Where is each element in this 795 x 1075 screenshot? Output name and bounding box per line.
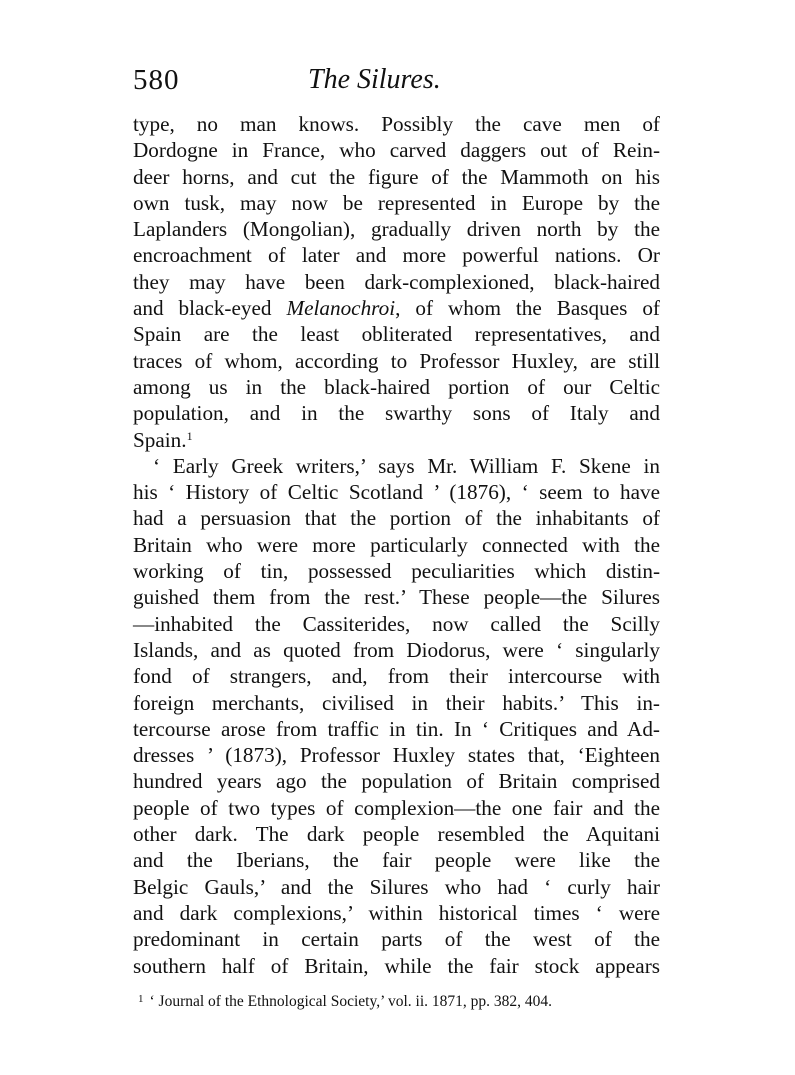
text-line: his ‘ History of Celtic Scotland ’ (1876), ‘ seem to have (133, 480, 660, 505)
text-line: Britain who were more particularly connected with the (133, 532, 660, 557)
text-line: traces of whom, according to Professor Huxley, are still (133, 348, 660, 373)
text-line: working of tin, possessed peculiarities which distin- (133, 559, 660, 584)
footnote (138, 988, 668, 1013)
text-line: predominant in certain parts of the west of the (133, 927, 660, 952)
text-line: Dordogne in France, who carved daggers out of Rein- (133, 138, 660, 163)
text-line: —inhabited the Cassiterides, now called the Scilly (133, 611, 660, 636)
text-line: guished them from the rest.’ These people—the Silures (133, 585, 660, 610)
text-fragment: Spain. (133, 427, 187, 452)
text-line: dresses ’ (1873), Professor Huxley states that, ‘Eighteen (133, 743, 660, 768)
text-line: fond of strangers, and, from their intercourse with (133, 664, 660, 689)
text-line: ‘ Early Greek writers,’ says Mr. William F. Skene in (153, 453, 660, 478)
text-fragment: , of whom the Basques of (395, 296, 660, 321)
text-line: among us in the black-haired portion of our Celtic (133, 374, 660, 399)
text-line: hundred years ago the population of Britain comprised (133, 769, 660, 794)
text-line: tercourse arose from traffic in tin. In ‘ Critiques and Ad- (133, 716, 660, 741)
footnote-text: ‘ Journal of the Ethnological Society,’ vol. ii. 1871, pp. 382, 404. (149, 993, 553, 1010)
text-line: type, no man knows. Possibly the cave men of (133, 112, 660, 136)
paragraph-2 (133, 453, 660, 979)
page-header (133, 60, 660, 100)
text-line: population, and in the swarthy sons of Italy and (133, 401, 660, 426)
text-line: Islands, and as quoted from Diodorus, were ‘ singularly (133, 637, 660, 662)
text-line: other dark. The dark people resembled the Aquitani (133, 822, 660, 847)
text-line: deer horns, and cut the figure of the Mammoth on his (133, 164, 660, 189)
text-line: Belgic Gauls,’ and the Silures who had ‘ curly hair (133, 874, 660, 899)
text-line (133, 295, 660, 321)
text-line: own tusk, may now be represented in Europe by the (133, 190, 660, 215)
text-line: people of two types of complexion—the one fair and the (133, 795, 660, 820)
text-line (133, 427, 660, 453)
footnote-reference: 1 (186, 428, 193, 443)
page-number: 580 (133, 64, 180, 96)
paragraph-1 (133, 111, 660, 453)
main-text (133, 111, 660, 979)
text-line: and the Iberians, the fair people were like the (133, 848, 660, 873)
text-line: southern half of Britain, while the fair stock appears (133, 953, 660, 978)
text-line: they may have been dark-complexioned, black-haired (133, 269, 660, 294)
text-fragment: and black-eyed (133, 296, 287, 321)
text-line: and dark complexions,’ within historical times ‘ were (133, 900, 660, 925)
running-title: The Silures. (308, 64, 441, 95)
text-line: encroachment of later and more powerful nations. Or (133, 243, 660, 268)
text-line: Laplanders (Mongolian), gradually driven north by the (133, 217, 660, 242)
text-line: foreign merchants, civilised in their habits.’ This in- (133, 690, 660, 715)
text-line: had a persuasion that the portion of the inhabitants of (133, 506, 660, 531)
italic-term: Melanochroi (286, 296, 396, 321)
footnote-marker: 1 (138, 993, 144, 1005)
text-line: Spain are the least obliterated representatives, and (133, 322, 660, 347)
